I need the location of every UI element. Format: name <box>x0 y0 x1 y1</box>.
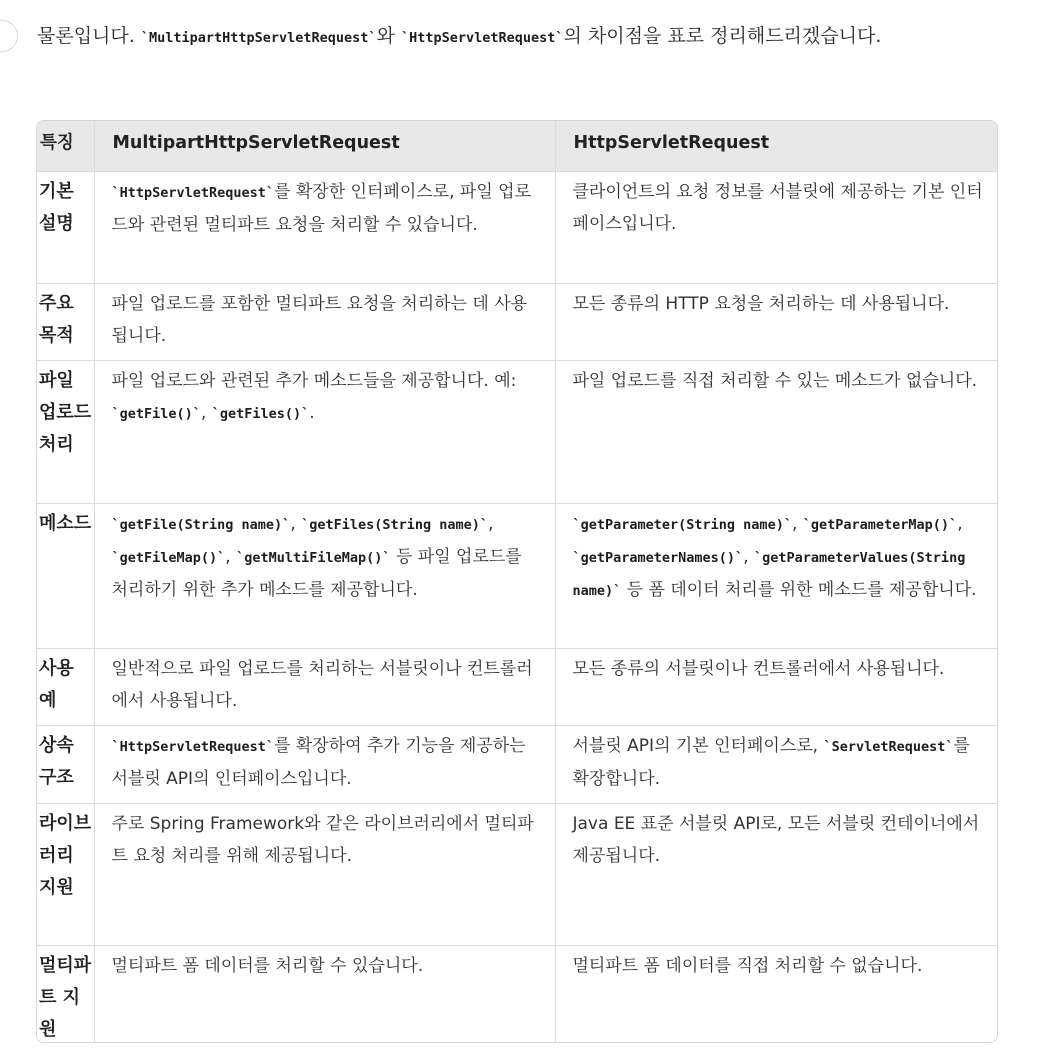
cell-text: 모든 종류의 HTTP 요청을 처리하는 데 사용됩니다. <box>572 294 950 314</box>
inline-code: `HttpServletRequest` <box>111 739 275 755</box>
cell-text: , <box>957 514 963 534</box>
feature-cell: 파일 업로드 처리 <box>37 361 94 504</box>
feature-cell: 메소드 <box>37 504 94 649</box>
inline-code: `getMultiFileMap()` <box>236 550 391 566</box>
cell-text: 클라이언트의 요청 정보를 서블릿에 제공하는 기본 인터페이스입니다. <box>572 182 983 234</box>
feature-cell: 라이브러리 지원 <box>37 804 94 946</box>
cell-text: 파일 업로드와 관련된 추가 메소드들을 제공합니다. 예: <box>111 371 517 391</box>
http-cell <box>555 361 997 504</box>
http-cell <box>555 284 997 361</box>
inline-code: `HttpServletRequest` <box>111 185 275 201</box>
table-row <box>37 361 997 504</box>
cell-text: 를 확장하여 추가 기능을 제공하는 서블릿 API의 인터페이스입니다. <box>111 736 526 789</box>
feature-cell: 기본 설명 <box>37 172 94 284</box>
cell-text: , <box>200 403 212 423</box>
cell-text: 주로 Spring Framework와 같은 라이브러리에서 멀티파트 요청 처리를 위해 제공됩니다. <box>111 814 534 866</box>
http-cell <box>555 649 997 726</box>
multipart-cell <box>94 284 555 361</box>
cell-text: 등 폼 데이터 처리를 위한 메소드를 제공합니다. <box>621 580 977 600</box>
http-cell <box>555 946 997 1044</box>
intro-text: 의 차이점을 표로 정리해드리겠습니다. <box>563 25 882 47</box>
intro-text: 물론입니다. <box>37 25 141 47</box>
multipart-cell <box>94 504 555 649</box>
inline-code: `HttpServletRequest` <box>400 30 564 46</box>
multipart-cell <box>94 946 555 1044</box>
assistant-avatar <box>0 20 18 52</box>
header-multipart: MultipartHttpServletRequest <box>94 121 555 172</box>
feature-cell: 사용 예 <box>37 649 94 726</box>
cell-text: , <box>488 514 494 534</box>
cell-text: 파일 업로드를 포함한 멀티파트 요청을 처리하는 데 사용됩니다. <box>111 294 528 346</box>
table-row <box>37 726 997 804</box>
table-row <box>37 804 997 946</box>
intro-message <box>37 18 997 56</box>
cell-text: 일반적으로 파일 업로드를 처리하는 서블릿이나 컨트롤러에서 사용됩니다. <box>111 659 533 711</box>
cell-text: 파일 업로드를 직접 처리할 수 있는 메소드가 없습니다. <box>572 371 978 391</box>
intro-text: 와 <box>376 25 401 47</box>
http-cell <box>555 172 997 284</box>
header-feature: 특징 <box>37 121 94 172</box>
comparison-table <box>36 120 998 1043</box>
cell-text: . <box>309 403 315 423</box>
inline-code: `getFileMap()` <box>111 550 226 566</box>
feature-cell: 주요 목적 <box>37 284 94 361</box>
inline-code: `getFiles()` <box>211 406 310 422</box>
cell-text: 서블릿 API의 기본 인터페이스로, <box>572 736 824 756</box>
cell-text: , <box>743 547 754 567</box>
cell-text: Java EE 표준 서블릿 API로, 모든 서블릿 컨테이너에서 제공됩니다. <box>572 814 980 866</box>
http-cell <box>555 804 997 946</box>
feature-cell: 상속 구조 <box>37 726 94 804</box>
cell-text: 모든 종류의 서블릿이나 컨트롤러에서 사용됩니다. <box>572 659 945 679</box>
inline-code: `getParameterNames()` <box>572 550 744 566</box>
table-header-row <box>37 121 997 172</box>
inline-code: `ServletRequest` <box>823 739 954 755</box>
inline-code: `getParameterMap()` <box>802 517 958 533</box>
table-row <box>37 649 997 726</box>
inline-code: `getParameterValues(String name)` <box>572 550 966 599</box>
cell-text: , <box>225 547 237 567</box>
multipart-cell <box>94 726 555 804</box>
http-cell <box>555 504 997 649</box>
cell-text: 를 확장한 인터페이스로, 파일 업로드와 관련된 멀티파트 요청을 처리할 수 있습니다. <box>111 182 531 235</box>
cell-text: , <box>791 514 803 534</box>
multipart-cell <box>94 649 555 726</box>
multipart-cell <box>94 361 555 504</box>
inline-code: `getFile()` <box>111 406 201 422</box>
inline-code: `getFiles(String name)` <box>301 517 489 533</box>
inline-code: `getParameter(String name)` <box>572 517 792 533</box>
http-cell <box>555 726 997 804</box>
cell-text: , <box>290 514 302 534</box>
cell-text: 등 파일 업로드를 처리하기 위한 추가 메소드를 제공합니다. <box>111 547 522 600</box>
cell-text: 를 확장합니다. <box>572 736 970 789</box>
header-http: HttpServletRequest <box>555 121 997 172</box>
cell-text: 멀티파트 폼 데이터를 직접 처리할 수 없습니다. <box>572 956 923 976</box>
multipart-cell <box>94 172 555 284</box>
table-row <box>37 946 997 1044</box>
table-row <box>37 284 997 361</box>
table-row <box>37 504 997 649</box>
table-row <box>37 172 997 284</box>
inline-code: `getFile(String name)` <box>111 517 291 533</box>
feature-cell: 멀티파트 지원 <box>37 946 94 1044</box>
inline-code: `MultipartHttpServletRequest` <box>140 30 377 46</box>
cell-text: 멀티파트 폼 데이터를 처리할 수 있습니다. <box>111 956 424 976</box>
multipart-cell <box>94 804 555 946</box>
